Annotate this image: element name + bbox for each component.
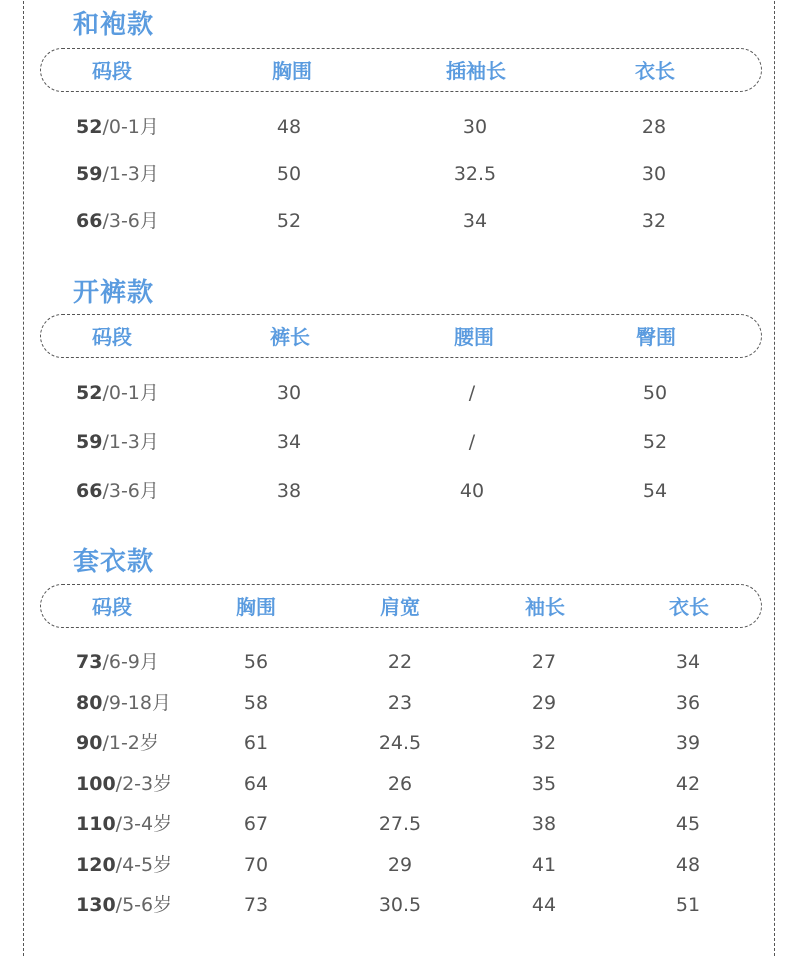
size-age: /0-1月 <box>102 382 159 404</box>
table-row <box>0 850 800 880</box>
size-label <box>76 159 159 189</box>
measure-cell: 34 <box>276 431 302 453</box>
size-age: /9-18月 <box>102 692 171 714</box>
measure-cell: 51 <box>675 894 701 916</box>
table-row <box>0 378 800 408</box>
size-label <box>76 427 159 457</box>
measure-cell: 27.5 <box>378 813 422 835</box>
header-cell: 码段 <box>92 325 132 349</box>
measure-cell: 48 <box>276 116 302 138</box>
measure-cell: 38 <box>531 813 557 835</box>
measure-cell: 23 <box>387 692 413 714</box>
measure-cell: 22 <box>387 651 413 673</box>
header-cell: 衣长 <box>669 595 709 619</box>
size-label <box>76 476 159 506</box>
size-code: 59 <box>76 431 103 453</box>
measure-cell: 26 <box>387 773 413 795</box>
measure-cell: 56 <box>243 651 269 673</box>
size-label <box>76 890 172 920</box>
measure-cell: 39 <box>675 732 701 754</box>
measure-cell: 30.5 <box>378 894 422 916</box>
header-cell: 码段 <box>92 59 132 83</box>
measure-cell: 28 <box>641 116 667 138</box>
size-label <box>76 769 172 799</box>
table-row <box>0 688 800 718</box>
measure-cell: 29 <box>387 854 413 876</box>
measure-cell: 73 <box>243 894 269 916</box>
measure-cell: 58 <box>243 692 269 714</box>
measure-cell: 40 <box>459 480 485 502</box>
table-row <box>0 647 800 677</box>
size-code: 66 <box>76 210 103 232</box>
measure-cell: / <box>468 431 476 453</box>
size-label <box>76 688 171 718</box>
table-row <box>0 476 800 506</box>
size-label <box>76 850 172 880</box>
measure-cell: 45 <box>675 813 701 835</box>
section-title: 套衣款 <box>73 547 155 577</box>
header-cell: 臀围 <box>636 325 676 349</box>
size-code: 90 <box>76 732 103 754</box>
section-title: 和袍款 <box>73 10 155 40</box>
size-age: /3-6月 <box>102 480 159 502</box>
size-code: 66 <box>76 480 103 502</box>
measure-cell: 70 <box>243 854 269 876</box>
size-age: /3-6月 <box>102 210 159 232</box>
size-age: /1-2岁 <box>102 732 159 754</box>
measure-cell: 50 <box>276 163 302 185</box>
size-code: 52 <box>76 382 103 404</box>
header-cell: 衣长 <box>635 59 675 83</box>
measure-cell: 29 <box>531 692 557 714</box>
size-age: /5-6岁 <box>115 894 173 916</box>
size-code: 110 <box>76 813 116 835</box>
table-header <box>40 48 762 92</box>
section-title: 开裤款 <box>73 278 155 308</box>
size-label <box>76 378 159 408</box>
header-cell: 码段 <box>92 595 132 619</box>
measure-cell: 38 <box>276 480 302 502</box>
table-row <box>0 427 800 457</box>
measure-cell: 30 <box>641 163 667 185</box>
measure-cell: 32.5 <box>453 163 497 185</box>
size-age: /1-3月 <box>102 163 159 185</box>
measure-cell: 41 <box>531 854 557 876</box>
measure-cell: 50 <box>642 382 668 404</box>
measure-cell: 32 <box>531 732 557 754</box>
size-code: 52 <box>76 116 103 138</box>
measure-cell: 27 <box>531 651 557 673</box>
size-code: 130 <box>76 894 116 916</box>
header-cell: 胸围 <box>236 595 276 619</box>
measure-cell: 54 <box>642 480 668 502</box>
header-cell: 腰围 <box>454 325 494 349</box>
table-row <box>0 159 800 189</box>
measure-cell: 32 <box>641 210 667 232</box>
header-cell: 袖长 <box>525 595 565 619</box>
size-label <box>76 809 172 839</box>
table-row <box>0 890 800 920</box>
table-row <box>0 206 800 236</box>
header-cell: 裤长 <box>270 325 310 349</box>
header-cell: 胸围 <box>272 59 312 83</box>
measure-cell: 67 <box>243 813 269 835</box>
measure-cell: 42 <box>675 773 701 795</box>
header-cell: 肩宽 <box>380 595 420 619</box>
size-age: /3-4岁 <box>115 813 173 835</box>
measure-cell: 30 <box>276 382 302 404</box>
size-age: /4-5岁 <box>115 854 173 876</box>
measure-cell: 48 <box>675 854 701 876</box>
table-row <box>0 809 800 839</box>
size-code: 100 <box>76 773 116 795</box>
measure-cell: 61 <box>243 732 269 754</box>
measure-cell: 64 <box>243 773 269 795</box>
size-code: 59 <box>76 163 103 185</box>
size-code: 73 <box>76 651 103 673</box>
measure-cell: 34 <box>675 651 701 673</box>
measure-cell: 36 <box>675 692 701 714</box>
table-row <box>0 728 800 758</box>
measure-cell: 35 <box>531 773 557 795</box>
table-row <box>0 112 800 142</box>
header-cell: 插袖长 <box>446 59 506 83</box>
size-code: 120 <box>76 854 116 876</box>
table-row <box>0 769 800 799</box>
measure-cell: 52 <box>642 431 668 453</box>
size-age: /1-3月 <box>102 431 159 453</box>
size-label <box>76 206 159 236</box>
size-age: /6-9月 <box>102 651 159 673</box>
size-age: /0-1月 <box>102 116 159 138</box>
measure-cell: 44 <box>531 894 557 916</box>
size-code: 80 <box>76 692 103 714</box>
size-age: /2-3岁 <box>115 773 173 795</box>
measure-cell: 52 <box>276 210 302 232</box>
table-header <box>40 314 762 358</box>
table-header <box>40 584 762 628</box>
measure-cell: 24.5 <box>378 732 422 754</box>
measure-cell: 30 <box>462 116 488 138</box>
measure-cell: 34 <box>462 210 488 232</box>
size-label <box>76 647 159 677</box>
size-label <box>76 112 159 142</box>
size-label <box>76 728 159 758</box>
measure-cell: / <box>468 382 476 404</box>
